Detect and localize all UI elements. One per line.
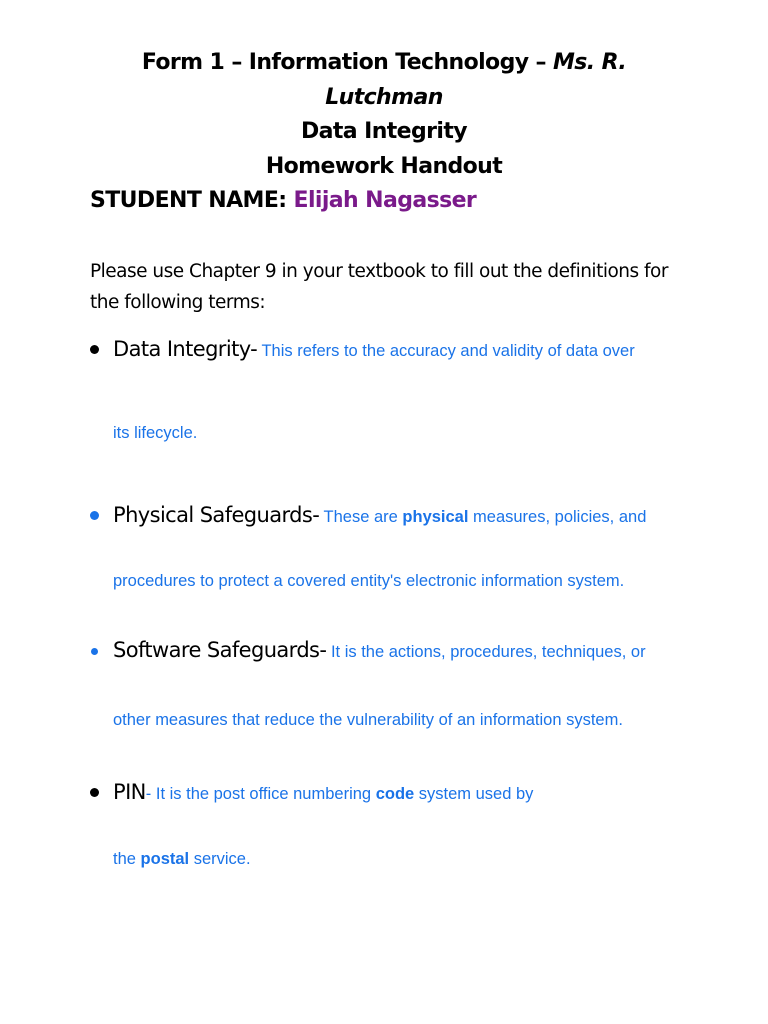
definition-text: It is the actions, procedures, techniques, or	[326, 643, 646, 661]
title-line-1	[0, 50, 768, 75]
definition-text: measures, policies, and	[468, 508, 647, 526]
title-teacher-part1: Ms. R.	[552, 50, 627, 75]
definition-text: the	[113, 850, 141, 868]
bullet-icon	[90, 345, 99, 354]
definition-continued: its lifecycle.	[113, 424, 198, 442]
definition-bold-word: postal	[140, 850, 190, 868]
title-handout: Homework Handout	[265, 154, 503, 179]
definition-text: service.	[189, 850, 251, 868]
title-teacher-part2: Lutchman	[325, 85, 443, 110]
term-physical-safeguards	[113, 503, 646, 527]
bullet-icon	[91, 648, 98, 655]
definition-text: system used by	[414, 785, 534, 803]
instructions-paragraph: Please use Chapter 9 in your textbook to fill out the definitions for the following terms:	[90, 261, 668, 313]
term-label: Software Safeguards-	[113, 638, 327, 662]
term-pin	[113, 780, 533, 804]
student-name-line	[90, 188, 476, 213]
definition-continued: other measures that reduce the vulnerability of an information system.	[113, 711, 623, 729]
definition-text: These are	[319, 508, 403, 526]
title-course: Form 1 – Information Technology –	[141, 50, 553, 75]
definition-text: - It is the post office numbering	[145, 785, 376, 803]
title-topic: Data Integrity	[300, 119, 467, 144]
term-label: Physical Safeguards-	[113, 503, 320, 527]
student-name-label: STUDENT NAME:	[90, 188, 294, 213]
definition-continued: procedures to protect a covered entity's electronic information system.	[113, 572, 625, 590]
term-data-integrity	[113, 337, 635, 361]
bullet-icon	[90, 511, 99, 520]
definition-continued	[113, 850, 251, 869]
definition-bold-word: code	[375, 785, 415, 803]
student-name-value: Elijah Nagasser	[293, 188, 477, 213]
term-label: PIN	[113, 780, 146, 804]
definition-bold-word: physical	[402, 508, 469, 526]
bullet-icon	[90, 788, 99, 797]
definition-text: This refers to the accuracy and validity of data over	[257, 342, 635, 360]
term-label: Data Integrity-	[113, 337, 258, 361]
term-software-safeguards	[113, 638, 646, 662]
